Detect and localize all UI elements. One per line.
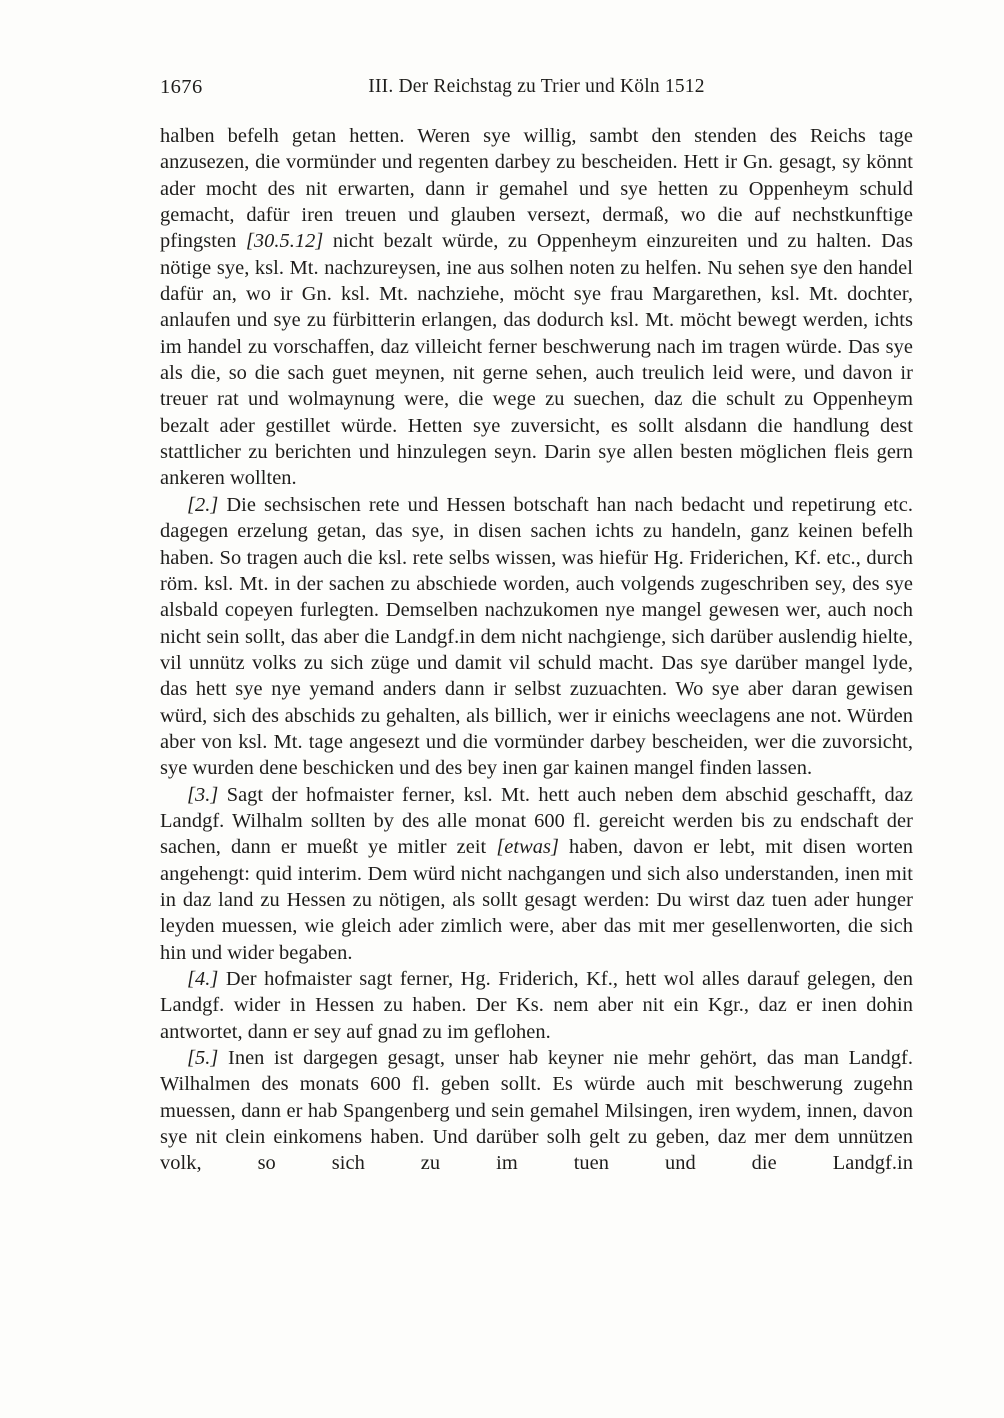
text-segment: nicht bezalt würde, zu Oppenheym einzureiten und zu halten. Das nötige sye, ksl. Mt. nachzureysen, ine aus solhen noten zu helfen. Nu sehen sye den handel dafür an, wo ir Gn. ksl. Mt. nachziehe, möcht sye frau Margarethen, ksl. Mt. dochter, anlaufen und sye zu fürbitterin erlangen, das dodurch ksl. Mt. möcht bewegt werden, ichts im handel zu vorschaffen, daz villeicht ferner beschwerung nach im tragen würde. Das sye als die, so die sach guet meynen, nit gerne sehen, auch treulich leid were, und davon ir treuer rat und wolmaynung were, die wege zu suechen, daz die schult zu Oppenheym bezalt ader gestillet würde. Hetten sye zuversicht, es sollt alsdann die handlung dest stattlicher zu berichten und hinzulegen seyn. Darin sye allen besten möglichen fleis gern ankeren wollten. (160, 230, 913, 490)
section-marker: [3.] (187, 783, 219, 806)
page-number: 1676 (160, 76, 203, 98)
text-segment: Die sechsischen rete und Hessen botschaft han nach bedacht und repetirung etc. dagegen erzelung getan, das sye, in disen sachen ichts zu handeln, ganz keinen befelh haben. So tragen auch die ksl. rete selbs wissen, was hiefür Hg. Friderichen, Kf. etc., durch röm. ksl. Mt. in der sachen zu abschiede worden, auch volgends zugeschriben sey, des sye alsbald copeyen furlegten. Demselben nachzukomen nye mangel gewesen wer, auch noch nicht sein sollt, das aber die Landgf.in dem nicht nachgienge, sich darüber auslendig hielte, vil unnütz volks zu sich züge und damit vil schuld macht. Das sye darüber mangel lyde, das hett sye nye yemand anders dann ir selbst zuzuachten. Wo sye aber daran gewisen würd, sich des abschids zu gehalten, als billich, wer ir einichs weeclagens ane not. Würden aber von ksl. Mt. tage angesezt und die vormünder darbey bescheiden, wer die zuvorsicht, sye wurden dene beschicken und des bey inen gar kainen mangel finden lassen. (160, 493, 913, 780)
paragraph-2 (160, 492, 913, 782)
page-header (160, 76, 913, 102)
editorial-insertion: [etwas] (496, 836, 559, 859)
text-segment: halben befelh getan hetten. Weren sye willig, sambt den stenden des Reichs tage anzusezen, die vormünder und regenten darbey zu bescheiden. Hett ir Gn. gesagt, sy könnt ader mocht des nit erwarten, dann ir gemahel und sye hetten zu Oppenheym schuld gemacht, dafür iren treuen und glauben versezt, dermaß, wo die auf nechstkunftige pfingsten (160, 125, 913, 253)
text-segment: Sagt der hofmaister ferner, ksl. Mt. hett auch neben dem abschid geschafft, daz Landgf. Wilhalm sollten by des alle monat 600 fl. gereicht werden bis zu endschaft der sachen, dann er mueßt ye mitler zeit (160, 783, 913, 859)
paragraph-1 (160, 123, 913, 492)
running-title: III. Der Reichstag zu Trier und Köln 1512 (368, 76, 705, 97)
text-segment: Der hofmaister sagt ferner, Hg. Friderich, Kf., hett wol alles darauf gelegen, den Landgf. wider in Hessen zu haben. Der Ks. nem aber nit ein Kgr., daz er inen dohin antwortet, dann er sey auf gnad zu im geflohen. (160, 968, 913, 1043)
text-block (160, 123, 913, 1177)
text-segment: haben, davon er lebt, mit disen worten angehengt: quid interim. Dem würd nicht nachgangen und sich also understanden, inen mit in daz land zu Hessen zu nötigen, als sollt gesagt werden: Du wirst daz tuen ader hunger leyden muessen, wie gleich ader zimlich were, aber das mit mer gesellenworten, die sich hin und wider begaben. (160, 836, 913, 964)
date-insertion: [30.5.12] (245, 230, 324, 253)
section-marker: [4.] (187, 968, 219, 990)
paragraph-4 (160, 966, 913, 1045)
section-marker: [2.] (187, 493, 219, 516)
paragraph-5 (160, 1045, 913, 1177)
text-segment: Inen ist dargegen gesagt, unser hab keyner nie mehr gehört, das man Landgf. Wilhalmen des monats 600 fl. geben sollt. Es würde auch mit beschwerung zugehn muessen, dann er hab Spangenberg und sein gemahel Milsingen, iren wydem, innen, davon sye nit clein einkomens haben. Und darüber solh gelt zu geben, daz mer dem unnützen volk, so sich zu im tuen und die Landgf.in (160, 1047, 913, 1175)
section-marker: [5.] (187, 1047, 219, 1070)
paragraph-3 (160, 782, 913, 966)
